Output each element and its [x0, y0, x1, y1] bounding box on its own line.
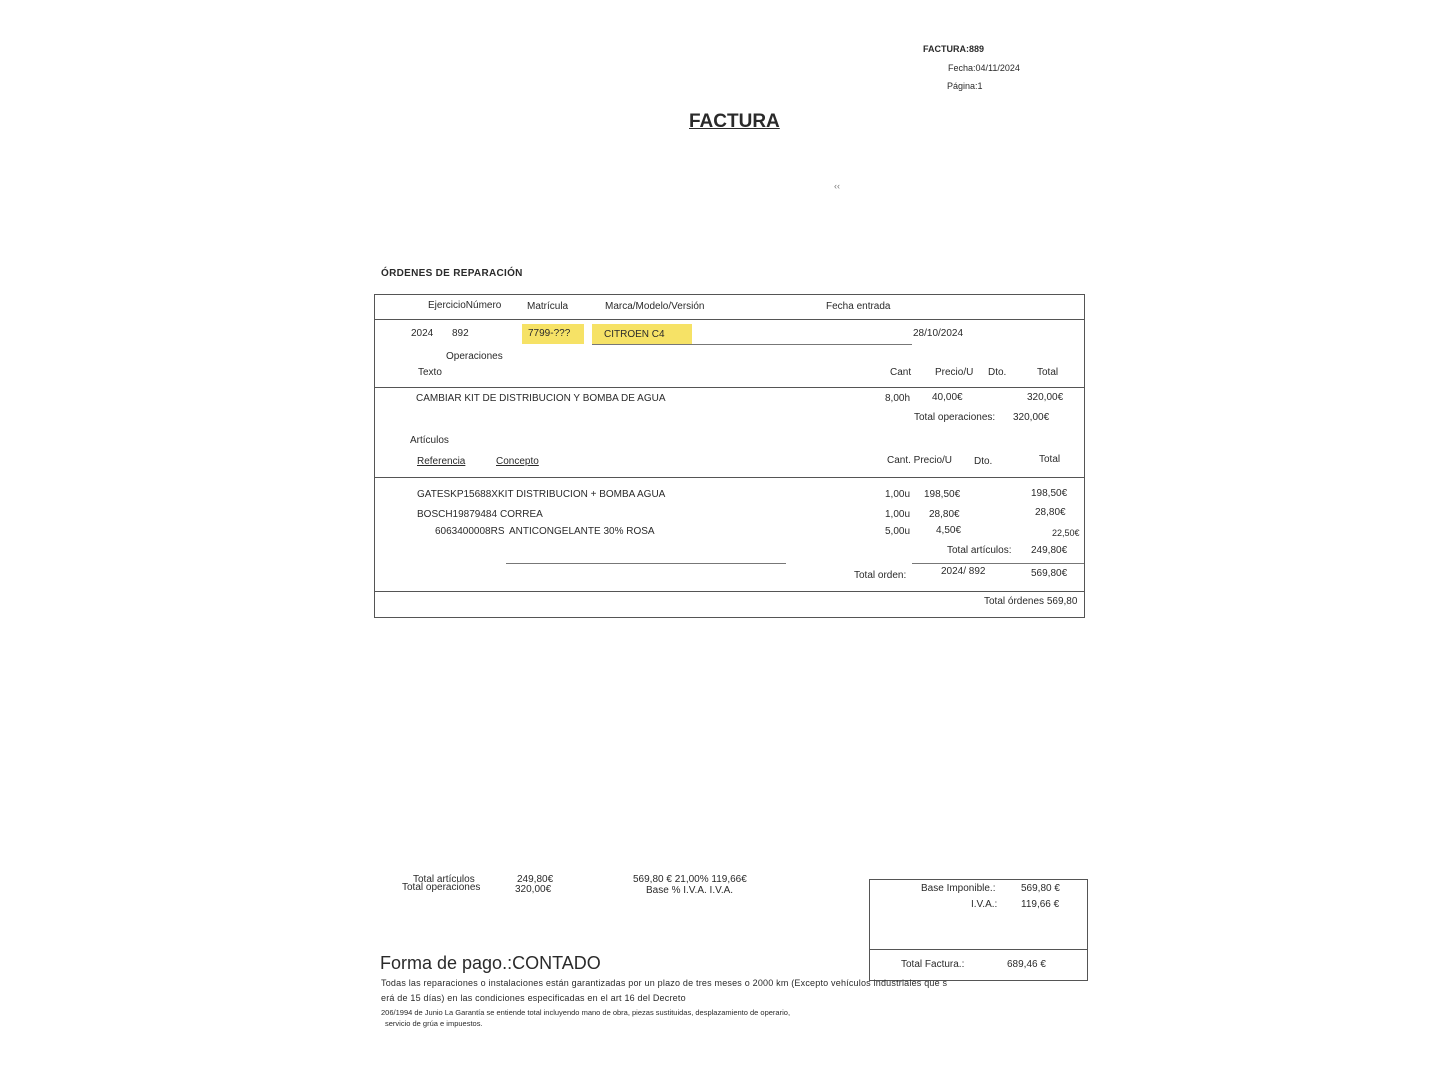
- stray-mark: ‹‹: [834, 181, 840, 191]
- article-row-2-cant: 1,00u: [885, 509, 911, 520]
- total-separator: [912, 563, 1084, 564]
- order-ejercicio: 2024: [411, 328, 434, 339]
- article-row-3-precio: 4,50€: [936, 525, 962, 536]
- operation-row-texto: CAMBIAR KIT DE DISTRIBUCION Y BOMBA DE AGUA: [416, 393, 666, 404]
- order-total-value: 569,80€: [1031, 568, 1068, 579]
- signature-line: [506, 563, 786, 564]
- article-row-1-concepto: KIT DISTRIBUCION + BOMBA AGUA: [498, 489, 666, 500]
- article-row-1-precio: 198,50€: [924, 489, 961, 500]
- art-col-concepto: Concepto: [496, 456, 539, 467]
- article-row-3-referencia: 6063400008RS: [435, 526, 505, 537]
- invoice-page: Página:1: [947, 81, 983, 91]
- operations-total-value: 320,00€: [1013, 412, 1050, 423]
- totals-box-divider: [870, 949, 1087, 950]
- invoice-number: FACTURA:889: [923, 44, 985, 54]
- payment-method: Forma de pago.:CONTADO: [380, 953, 601, 973]
- iva-value: 119,66 €: [1021, 899, 1060, 910]
- articles-total-value: 249,80€: [1031, 545, 1068, 556]
- article-row-1-total: 198,50€: [1031, 488, 1068, 499]
- summary-articulos-value: 249,80€: [517, 874, 554, 885]
- order-total-ref: 2024/ 892: [941, 566, 986, 577]
- col-matricula: Matrícula: [527, 301, 569, 312]
- operations-total-label: Total operaciones:: [914, 412, 996, 423]
- art-col-total: Total: [1039, 454, 1061, 465]
- ops-col-dto: Dto.: [988, 367, 1007, 378]
- operations-title: Operaciones: [446, 351, 503, 362]
- order-numero: 892: [452, 328, 469, 339]
- article-row-3-cant: 5,00u: [885, 526, 911, 537]
- order-matricula: 7799-???: [522, 324, 584, 344]
- ops-col-total: Total: [1037, 367, 1059, 378]
- base-imponible-label: Base Imponible.:: [921, 883, 996, 894]
- articles-title: Artículos: [410, 435, 449, 446]
- ops-col-texto: Texto: [418, 367, 442, 378]
- operation-row-total: 320,00€: [1027, 392, 1064, 403]
- iva-line: 569,80 € 21,00% 119,66€: [633, 874, 747, 885]
- summary-operaciones-label: Total operaciones: [402, 882, 481, 893]
- header-divider: [375, 319, 1084, 320]
- order-fecha-entrada: 28/10/2024: [913, 328, 964, 339]
- articles-total-label: Total artículos:: [947, 545, 1012, 556]
- art-col-referencia: Referencia: [417, 456, 466, 467]
- col-fecha-entrada: Fecha entrada: [826, 301, 891, 312]
- total-factura-value: 689,46 €: [1007, 959, 1046, 970]
- operation-row-precio: 40,00€: [932, 392, 963, 403]
- article-row-2-concepto: CORREA: [500, 509, 543, 520]
- order-total-label: Total orden:: [854, 570, 907, 581]
- article-row-3-concepto: ANTICONGELANTE 30% ROSA: [509, 526, 655, 537]
- invoice-date: Fecha:04/11/2024: [948, 63, 1020, 73]
- art-col-dto: Dto.: [974, 456, 993, 467]
- total-factura-label: Total Factura.:: [901, 959, 965, 970]
- document-title: FACTURA: [689, 111, 780, 132]
- art-col-cant-precio: Cant. Precio/U: [887, 455, 953, 466]
- article-row-1-referencia: GATESKP15688X: [417, 489, 498, 500]
- article-row-1-cant: 1,00u: [885, 489, 911, 500]
- iva-header: Base % I.V.A. I.V.A.: [646, 885, 734, 896]
- col-ejercicio-numero: EjercicioNúmero: [428, 300, 502, 311]
- ops-col-precio: Precio/U: [935, 367, 974, 378]
- ops-col-cant: Cant: [890, 367, 912, 378]
- article-row-2-total: 28,80€: [1035, 507, 1066, 518]
- warranty-line-1: Todas las reparaciones o instalaciones están garantizadas por un plazo de tres meses o 2000 km (Excepto vehículos industriales que s: [381, 978, 948, 988]
- warranty-line-3: 206/1994 de Junio La Garantía se entiende total incluyendo mano de obra, piezas sustituidas, desplazamiento de operario,: [381, 1008, 791, 1017]
- article-row-2-precio: 28,80€: [929, 509, 960, 520]
- all-orders-total: Total órdenes 569,80: [984, 596, 1078, 607]
- orders-footer-divider: [375, 591, 1084, 592]
- base-imponible-value: 569,80 €: [1021, 883, 1060, 894]
- operations-divider: [375, 387, 1084, 388]
- warranty-line-4: servicio de grúa e impuestos.: [385, 1019, 483, 1028]
- operation-row-cant: 8,00h: [885, 393, 911, 404]
- article-row-3-total: 22,50€: [1052, 528, 1080, 538]
- vehicle-underline: [592, 344, 912, 345]
- articles-divider: [375, 477, 1084, 478]
- col-marca-modelo: Marca/Modelo/Versión: [605, 301, 705, 312]
- summary-operaciones-value: 320,00€: [515, 884, 552, 895]
- orders-section-title: ÓRDENES DE REPARACIÓN: [381, 268, 523, 279]
- warranty-line-2: erá de 15 días) en las condiciones especificadas en el art 16 del Decreto: [381, 993, 686, 1003]
- article-row-2-referencia: BOSCH19879484: [417, 509, 498, 520]
- summary-articulos-label: Total artículos: [413, 874, 475, 885]
- order-vehiculo: CITROEN C4: [592, 324, 692, 344]
- iva-label: I.V.A.:: [971, 899, 998, 910]
